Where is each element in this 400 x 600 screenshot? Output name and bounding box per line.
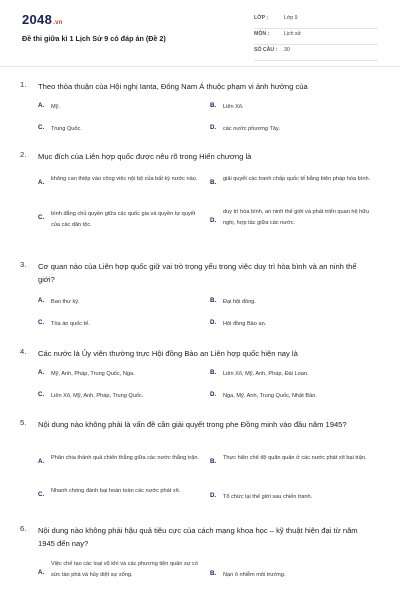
option-letter: C.	[38, 391, 45, 398]
question-text: Cơ quan nào của Liên hợp quốc giữ vai trò trọng yếu trong việc duy trì hòa bình và an ninh thế giới?	[38, 262, 357, 284]
option-letter: B.	[210, 458, 217, 465]
question-number: 4.	[20, 347, 27, 356]
option-text: Tổ chức lại thế giới sau chiến tranh.	[223, 494, 313, 500]
meta-count-row	[254, 44, 378, 61]
option-text: Ban thư ký.	[51, 299, 80, 305]
logo-suffix: .vn	[53, 20, 63, 26]
option-text: Hội đồng Bảo an.	[223, 321, 267, 327]
question-2	[20, 150, 380, 250]
option-letter: C.	[38, 319, 45, 326]
option-text: Phân chia thành quả chiến thắng giữa các nước thắng trận.	[51, 455, 199, 461]
option-text: Mỹ.	[51, 104, 61, 110]
meta-count-label: SỐ CÂU :	[254, 47, 278, 53]
meta-class-value: Lớp 9	[284, 15, 298, 21]
question-text: Theo thỏa thuận của Hội nghị Ianta, Đông Nam Á thuộc phạm vi ảnh hưởng của	[38, 82, 308, 91]
question-text: Mục đích của Liên hợp quốc được nêu rõ trong Hiến chương là	[38, 152, 252, 161]
question-6	[20, 524, 380, 598]
question-number: 2.	[20, 150, 27, 159]
site-logo[interactable]	[22, 12, 63, 27]
document-title: Đề thi giữa kì 1 Lịch Sử 9 có đáp án (Đề 2)	[22, 34, 166, 43]
option-letter: A.	[38, 569, 45, 576]
option-text: Mỹ, Anh, Pháp, Trung Quốc, Nga.	[51, 371, 135, 377]
option-letter: A.	[38, 102, 45, 109]
header-divider	[0, 66, 400, 67]
option-letter: C.	[38, 491, 45, 498]
meta-subject-row	[254, 28, 378, 45]
option-letter: D.	[210, 391, 217, 398]
option-letter: B.	[210, 179, 217, 186]
question-number: 6.	[20, 524, 27, 533]
option-text: Đại hội đồng.	[223, 299, 256, 305]
page-header	[0, 0, 400, 64]
option-text: Trung Quốc.	[51, 126, 82, 132]
meta-class-label: LỚP :	[254, 15, 269, 21]
meta-subject-label: MÔN :	[254, 31, 270, 37]
option-letter: A.	[38, 458, 45, 465]
option-letter: A.	[38, 297, 45, 304]
option-letter: B.	[210, 570, 217, 577]
option-letter: D.	[210, 124, 217, 131]
option-text: các nước phương Tây.	[223, 126, 280, 132]
question-3	[20, 260, 380, 336]
question-4	[20, 347, 380, 409]
option-letter: B.	[210, 369, 217, 376]
option-letter: A.	[38, 179, 45, 186]
option-letter: D.	[210, 492, 217, 499]
logo-main: 2048	[22, 12, 53, 27]
meta-class-row	[254, 12, 378, 29]
meta-count-value: 30	[284, 47, 290, 53]
option-text: Nạn ô nhiễm môi trường.	[223, 572, 286, 578]
option-letter: D.	[210, 217, 217, 224]
option-text: Nhanh chóng đánh bại hoàn toàn các nước phát xít.	[51, 488, 181, 494]
option-text: Liên Xô, Mỹ, Anh, Pháp, Đài Loan.	[223, 371, 309, 377]
option-text: Tòa án quốc tế.	[51, 321, 90, 327]
option-text: giải quyết các tranh chấp quốc tế bằng biện pháp hòa bình.	[223, 176, 371, 182]
option-letter: D.	[210, 319, 217, 326]
option-letter: A.	[38, 369, 45, 376]
question-text: Các nước là Ủy viên thường trực Hội đồng Bảo an Liên hợp quốc hiện nay là	[38, 349, 298, 358]
question-5	[20, 418, 380, 514]
option-text: Liên Xô.	[223, 104, 244, 110]
option-text: Nga, Mỹ, Anh, Trung Quốc, Nhật Bản.	[223, 393, 317, 399]
meta-subject-value: Lịch sử	[284, 31, 302, 37]
option-letter: B.	[210, 102, 217, 109]
question-number: 5.	[20, 418, 27, 427]
option-letter: C.	[38, 124, 45, 131]
option-text: bình đẳng chủ quyền giữa các quốc gia và quyền tự quyết của các dân tộc.	[51, 211, 196, 228]
question-number: 1.	[20, 80, 27, 89]
option-text: không can thiệp vào công việc nội bộ của bất kỳ nước nào.	[51, 176, 198, 182]
option-text: Việc chế tạo các loại vũ khí và các phương tiện quân sự có sức tàn phá và hủy diệt sự sống.	[51, 561, 198, 578]
question-text: Nội dung nào không phải hậu quả tiêu cực của cách mạng khoa học – kỹ thuật hiện đại từ năm 1945 đến nay?	[38, 526, 358, 548]
question-1	[20, 80, 380, 140]
question-number: 3.	[20, 260, 27, 269]
option-text: Thực hiện chế độ quân quản ở các nước phát xít bại trận.	[223, 455, 367, 461]
option-letter: B.	[210, 297, 217, 304]
question-text: Nội dung nào không phải là vấn đề cần giải quyết trong phe Đồng minh vào đầu năm 1945?	[38, 420, 347, 429]
option-text: duy trì hòa bình, an ninh thế giới và phát triển quan hệ hữu nghị, hợp tác giữa các nước.	[223, 209, 370, 226]
option-letter: C.	[38, 214, 45, 221]
option-text: Liên Xô, Mỹ, Anh, Pháp, Trung Quốc.	[51, 393, 144, 399]
